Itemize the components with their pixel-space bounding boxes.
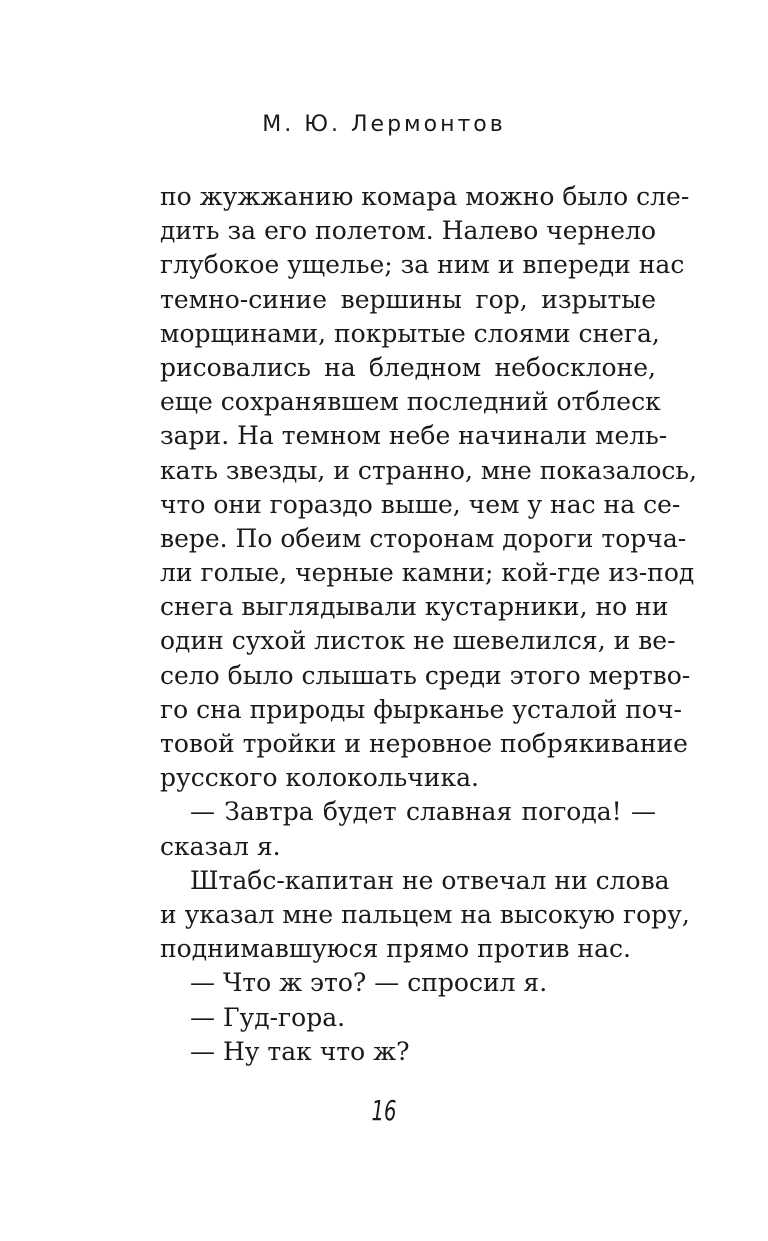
text-line: го сна природы фырканье усталой поч-: [160, 694, 682, 724]
text-line: темно-синие вершины гор, изрытые: [160, 284, 656, 314]
text-line: зари. На темном небе начинали мель-: [160, 421, 668, 451]
dialogue-line: — Завтра будет славная погода! —: [190, 797, 656, 827]
text-line: русского колокольчика.: [160, 763, 479, 793]
text-line: ли голые, черные камни; кой-где из-под: [160, 558, 695, 588]
text-line: один сухой листок не шевелился, и ве-: [160, 626, 676, 656]
text-line: морщинами, покрытые слоями снега,: [160, 318, 660, 348]
text-line: по жужжанию комара можно было сле-: [160, 182, 690, 211]
paragraph-line: Штабс-капитан не отвечал ни слова: [190, 865, 670, 895]
text-line: поднимавшуюся прямо против нас.: [160, 934, 631, 964]
dialogue-line: — Ну так что ж?: [190, 1036, 410, 1066]
text-line: сказал я.: [160, 831, 281, 861]
text-line: глубокое ущелье; за ним и впереди нас: [160, 250, 685, 280]
dialogue-line: — Что ж это? — спросил я.: [190, 968, 548, 998]
text-line: и указал мне пальцем на высокую гору,: [160, 899, 690, 929]
text-line: что они гораздо выше, чем у нас на се-: [160, 489, 681, 519]
text-line: рисовались на бледном небосклоне,: [160, 352, 656, 382]
text-line: кать звезды, и странно, мне показалось,: [160, 455, 697, 485]
text-line: дить за его полетом. Налево чернело: [160, 216, 656, 246]
text-line: еще сохранявшем последний отблеск: [160, 387, 661, 417]
text-line: вере. По обеим сторонам дороги торча-: [160, 523, 687, 553]
body-text: [160, 180, 697, 1069]
text-line: товой тройки и неровное побрякивание: [160, 729, 688, 758]
page-number: 16: [371, 1094, 397, 1127]
dialogue-line: — Гуд-гора.: [190, 1002, 346, 1032]
running-header-author: М. Ю. Лермонтов: [262, 112, 506, 137]
text-line: село было слышать среди этого мертво-: [160, 660, 691, 690]
text-line: снега выглядывали кустарники, но ни: [160, 592, 669, 622]
